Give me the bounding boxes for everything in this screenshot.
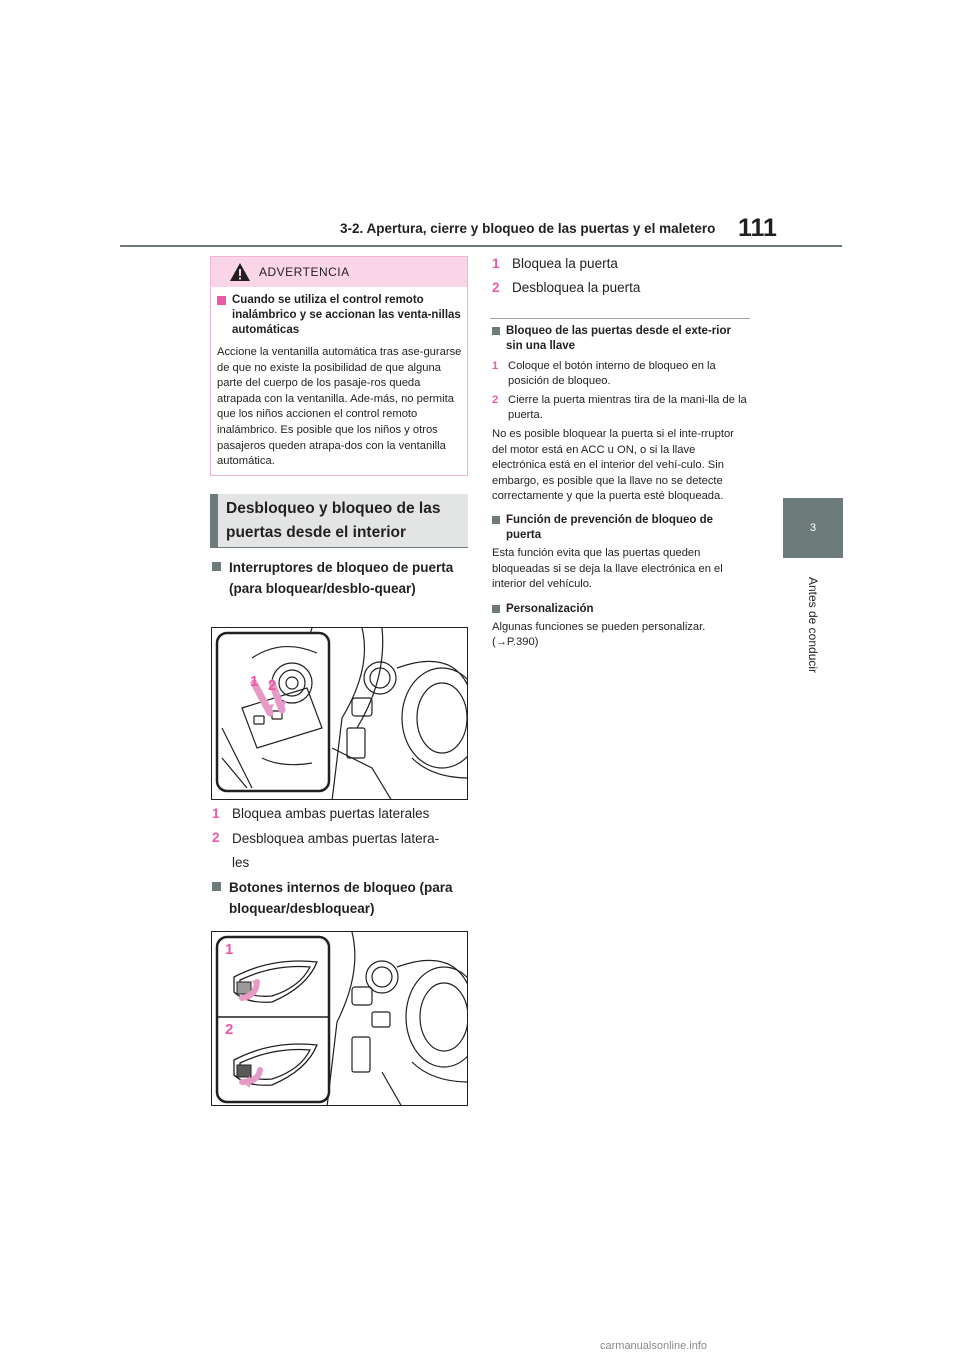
section-title [226, 497, 440, 545]
section-title-line2: puertas desde el interior [226, 524, 407, 541]
warning-body: Accione la ventanilla automática tras ase-gurarse de que no existe la posibilidad de que alguna parte del cuerpo de los pasaje-ros queda atrapada con la ventanilla. Ade-más, no permita que los niños accionen el control remoto inalámbrico. Es posible que los niños y otros pasajeros queden atrapa-dos con la ventanilla automática. [217, 346, 462, 468]
door-lock-switch-figure [211, 627, 468, 800]
page-number: 111 [738, 214, 777, 242]
switches-heading [212, 557, 462, 599]
inside-lock-button-figure [211, 931, 468, 1106]
section-title-line1: Desbloqueo y bloqueo de las [226, 500, 441, 517]
buttons-heading-text: Botones internos de bloqueo (para bloquear/desbloquear) [229, 880, 453, 916]
pink-square-icon [217, 296, 226, 305]
chapter-tab: 3 [783, 498, 843, 558]
buttons-heading [212, 877, 462, 919]
list-text: Desbloquea ambas puertas latera-les [232, 831, 440, 870]
gray-square-icon [492, 516, 500, 524]
warning-triangle-icon [229, 262, 251, 282]
page-reference-link[interactable]: (→P.390) [492, 636, 539, 649]
warning-subtitle-text: Cuando se utiliza el control remoto inalámbrico y se accionan las venta-nillas automáticas [232, 294, 461, 336]
list-item [492, 277, 748, 299]
exterior-heading-text: Bloqueo de las puertas desde el exte-rior sin una llave [506, 325, 731, 352]
section-heading [210, 494, 468, 548]
inside-lock-button-illustration [212, 932, 468, 1106]
exterior-note: No es posible bloquear la puerta si el inte-rruptor del motor está en ACC u ON, o si la llave electrónica está en el interior del vehí-culo. Sin embargo, es posible que la llave no se detecte correctamente y que la puerta esté bloqueada. [492, 428, 734, 503]
warning-subtitle [217, 293, 461, 338]
gray-square-icon [212, 562, 221, 571]
right-divider [490, 318, 750, 319]
switch-list [212, 803, 468, 875]
list-text: Bloquea la puerta [512, 256, 618, 271]
custom-text: Algunas funciones se pueden personalizar. [492, 620, 706, 633]
list-item [492, 359, 750, 389]
list-number: 1 [212, 806, 220, 821]
list-number: 1 [492, 256, 500, 271]
list-item [212, 827, 468, 875]
running-header: 3-2. Apertura, cierre y bloqueo de las puertas y el maletero [340, 221, 716, 236]
list-number: 2 [212, 830, 220, 845]
fig2-label-2: 2 [225, 1021, 234, 1038]
chapter-label-wrap [783, 565, 843, 685]
list-text: Desbloquea la puerta [512, 280, 641, 295]
warning-title: ADVERTENCIA [259, 265, 350, 279]
fig1-label-2: 2 [268, 677, 277, 694]
list-number: 1 [492, 360, 499, 372]
prevention-heading-text: Función de prevención de bloqueo de puerta [506, 513, 714, 541]
prevention-text: Esta función evita que las puertas queden bloqueadas si se deja la llave electrónica en el interior del vehículo. [492, 546, 723, 591]
button-list [492, 253, 748, 299]
watermark-footer: carmanualsonline.info [600, 1340, 708, 1352]
exterior-heading [492, 324, 750, 354]
warning-box [210, 256, 468, 476]
gray-square-icon [492, 327, 500, 335]
list-item [492, 253, 748, 275]
list-number: 2 [492, 280, 500, 295]
list-text: Coloque el botón interno de bloqueo en la posición de bloqueo. [508, 360, 716, 387]
switches-heading-text: Interruptores de bloqueo de puerta (para bloquear/desblo-quear) [229, 560, 454, 596]
list-text: Cierre la puerta mientras tira de la mani-lla de la puerta. [508, 394, 747, 421]
list-item [212, 803, 468, 825]
fig1-label-1: 1 [250, 673, 259, 690]
list-item [492, 393, 750, 423]
custom-heading-text: Personalización [506, 602, 594, 615]
warning-header [211, 257, 467, 287]
list-number: 2 [492, 394, 499, 406]
header-rule [120, 245, 842, 247]
right-content [492, 324, 750, 651]
gray-square-icon [212, 882, 221, 891]
door-lock-switch-illustration [212, 628, 468, 800]
chapter-label: Antes de conducir [806, 576, 820, 674]
custom-heading [492, 602, 750, 617]
list-text: Bloquea ambas puertas laterales [232, 806, 430, 821]
gray-square-icon [492, 605, 500, 613]
fig2-label-1: 1 [225, 941, 234, 958]
prevention-heading [492, 513, 750, 543]
